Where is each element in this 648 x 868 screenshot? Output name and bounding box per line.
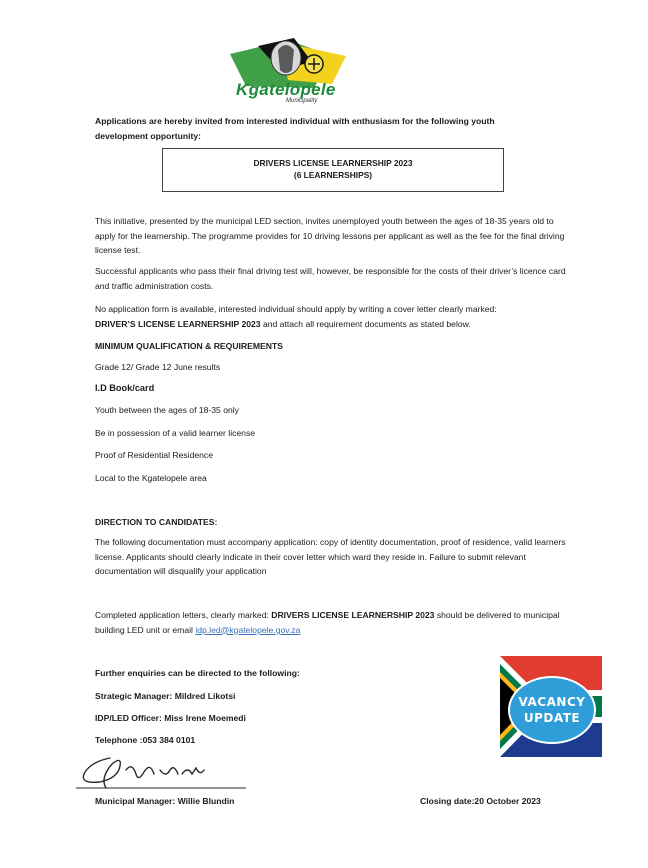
paragraph-application <box>95 302 573 331</box>
requirement-item: Grade 12/ Grade 12 June results <box>95 362 221 372</box>
closing-date: Closing date:20 October 2023 <box>420 796 541 806</box>
signature-graphic <box>70 748 250 794</box>
submission-pre: Completed application letters, clearly marked: <box>95 610 272 620</box>
vacancy-update-badge <box>500 656 602 757</box>
requirement-item: I.D Book/card <box>95 383 155 393</box>
strategic-manager: Strategic Manager: Mildred Likotsi <box>95 691 236 701</box>
direction-heading: DIRECTION TO CANDIDATES: <box>95 517 218 527</box>
requirement-item: Proof of Residential Residence <box>95 450 213 460</box>
title-box <box>162 148 504 192</box>
telephone: Telephone :053 384 0101 <box>95 735 196 745</box>
submission-marker: DRIVERS LICENSE LEARNERSHIP 2023 <box>271 610 435 620</box>
direction-text: The following documentation must accompany application: copy of identity documentation, proof of residence, valid learners license. Applicants should clearly indicate in their cover letter which ward they reside in. Failure to submit relevant documentation will disqualify your application <box>95 537 566 576</box>
submission-text <box>95 608 573 637</box>
signature <box>70 748 250 794</box>
requirement-item: Be in possession of a valid learner license <box>95 428 256 438</box>
requirement-item: Local to the Kgatelopele area <box>95 473 207 483</box>
logo-subtitle: Municipality <box>286 98 318 104</box>
title-line-1: DRIVERS LICENSE LEARNERSHIP 2023 <box>253 158 413 168</box>
logo-name: Kgatelopele <box>236 80 336 99</box>
application-marker: DRIVER’S LICENSE LEARNERSHIP 2023 <box>95 318 261 329</box>
badge-circle <box>508 676 596 744</box>
application-text-end: and attach all requirement documents as stated below. <box>260 318 471 329</box>
municipal-manager: Municipal Manager: Willie Blundin <box>95 796 235 806</box>
badge-line-2: UPDATE <box>523 711 581 725</box>
intro-text: Applications are hereby invited from interested individual with enthusiasm for the following youth development opportunity: <box>95 116 495 141</box>
application-text: No application form is available, interested individual should apply by writing a cover letter clearly marked: <box>95 304 497 314</box>
email-link[interactable]: idp.led@kgatelopele.gov.za <box>195 624 301 635</box>
submission-post: should be delivered to municipal building LED unit or email <box>95 610 560 635</box>
requirements-heading: MINIMUM QUALIFICATION & REQUIREMENTS <box>95 341 283 351</box>
title-line-2: (6 LEARNERSHIPS) <box>293 170 373 180</box>
enquiries-heading: Further enquiries can be directed to the following: <box>95 668 300 678</box>
idp-led-officer: IDP/LED Officer: Miss Irene Moemedi <box>95 713 246 723</box>
municipality-logo <box>228 36 378 106</box>
requirement-item: Youth between the ages of 18-35 only <box>95 405 239 415</box>
badge-line-1: VACANCY <box>518 695 586 709</box>
paragraph-costs: Successful applicants who pass their final driving test will, however, be responsible for the costs of their driver’s licence card and traffic administration costs. <box>95 266 566 291</box>
paragraph-initiative: This initiative, presented by the municipal LED section, invites unemployed youth between the ages of 18-35 years old to apply for the learnership. The programme provides for 10 driving lessons per applicant as well as the fee for the final driving license test. <box>95 216 565 255</box>
